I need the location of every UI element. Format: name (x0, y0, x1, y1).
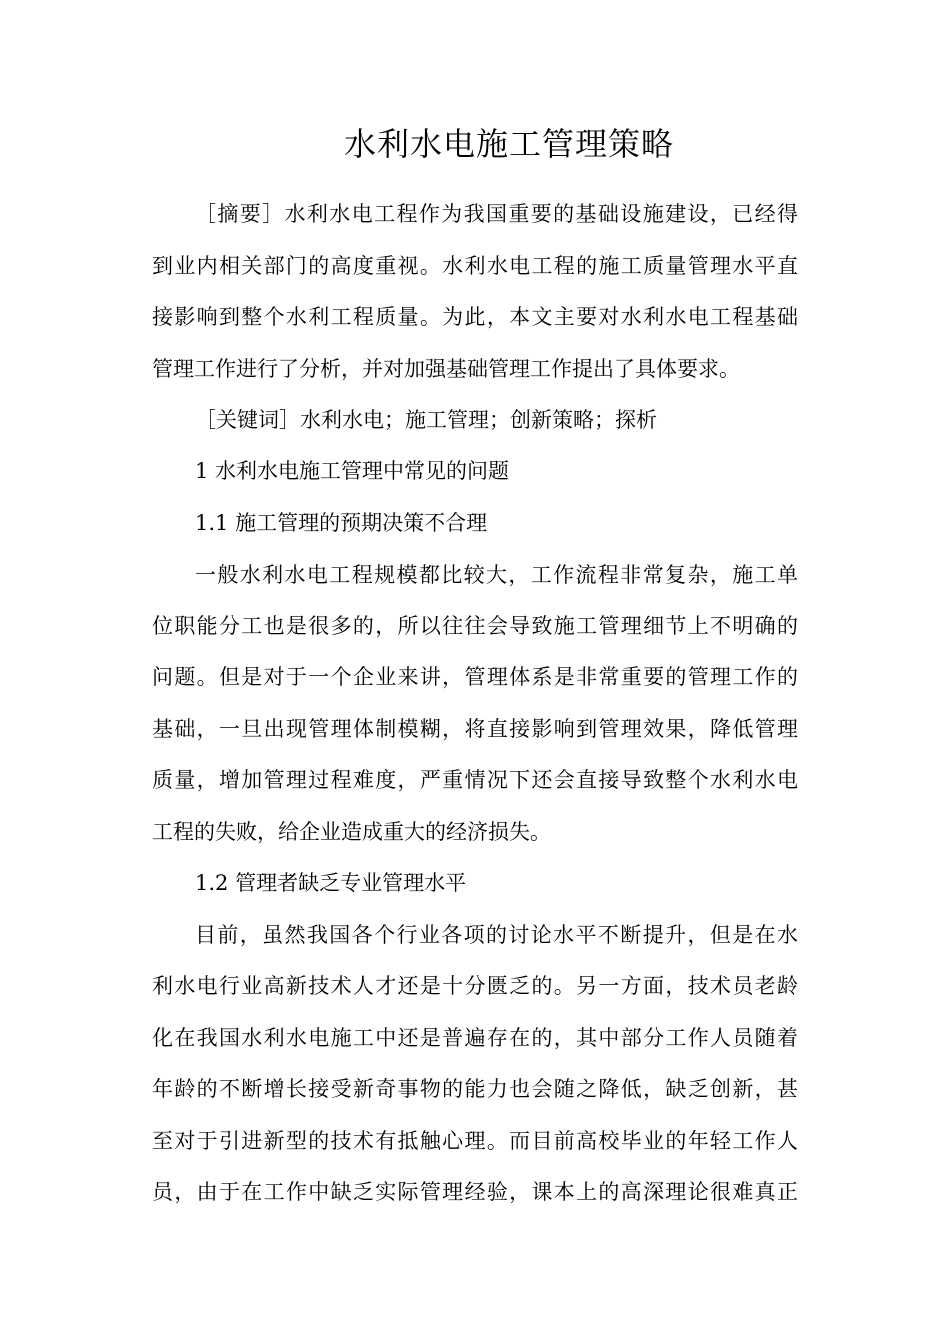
abstract-line: ［摘要］水利水电工程作为我国重要的基础设施建设，已经得 (195, 202, 798, 226)
section-heading: 1 水利水电施工管理中常见的问题 (195, 459, 510, 483)
body-line: 利水电行业高新技术人才还是十分匮乏的。另一方面，技术员老龄 (152, 974, 798, 998)
body-line: 一般水利水电工程规模都比较大，工作流程非常复杂，施工单 (195, 563, 798, 587)
body-line: 基础，一旦出现管理体制模糊，将直接影响到管理效果，降低管理 (152, 717, 798, 741)
body-line: 目前，虽然我国各个行业各项的讨论水平不断提升，但是在水 (195, 923, 798, 947)
body-line: 至对于引进新型的技术有抵触心理。而目前高校毕业的年轻工作人 (152, 1129, 798, 1153)
body-line: 质量，增加管理过程难度，严重情况下还会直接导致整个水利水电 (152, 768, 798, 792)
body-line: 年龄的不断增长接受新奇事物的能力也会随之降低，缺乏创新，甚 (152, 1077, 798, 1101)
subsection-heading: 1.1 施工管理的预期决策不合理 (195, 511, 488, 535)
abstract-line: 管理工作进行了分析，并对加强基础管理工作提出了具体要求。 (152, 357, 740, 381)
keywords-line: ［关键词］水利水电；施工管理；创新策略；探析 (195, 408, 657, 432)
subsection-heading: 1.2 管理者缺乏专业管理水平 (195, 871, 467, 895)
document-title: 水利水电施工管理策略 (343, 125, 674, 163)
body-line: 化在我国水利水电施工中还是普遍存在的，其中部分工作人员随着 (152, 1026, 798, 1050)
body-line: 员，由于在工作中缺乏实际管理经验，课本上的高深理论很难真正 (152, 1180, 798, 1204)
abstract-line: 到业内相关部门的高度重视。水利水电工程的施工质量管理水平直 (152, 254, 798, 278)
abstract-line: 接影响到整个水利工程质量。为此，本文主要对水利水电工程基础 (152, 305, 798, 329)
body-line: 工程的失败，给企业造成重大的经济损失。 (152, 820, 551, 844)
body-line: 问题。但是对于一个企业来讲，管理体系是非常重要的管理工作的 (152, 665, 798, 689)
body-line: 位职能分工也是很多的，所以往往会导致施工管理细节上不明确的 (152, 614, 798, 638)
